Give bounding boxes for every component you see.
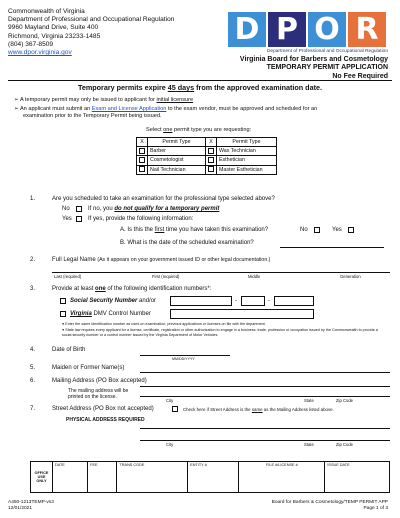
dmv-rest: DMV Control Number xyxy=(91,311,151,317)
full-name-label xyxy=(52,257,270,263)
id-notes xyxy=(62,322,388,337)
permit-checkbox[interactable] xyxy=(206,165,217,174)
q1-a-no-label: No xyxy=(300,227,308,233)
q2-number: 2. xyxy=(30,257,36,263)
full-name-title: Full Legal Name xyxy=(52,257,96,263)
form-title: TEMPORARY PERMIT APPLICATION xyxy=(266,64,388,72)
office-use-table xyxy=(30,461,390,493)
ssn-title: Social Security Number xyxy=(70,298,138,304)
form-heading xyxy=(240,56,388,81)
office-col-license: FILE #/LICENSE # xyxy=(239,462,325,493)
physical-address-required: PHYSICAL ADDRESS REQUIRED xyxy=(66,417,145,423)
bullet-underline: initial licensure xyxy=(156,97,194,103)
expiry-text: from the approved examination date. xyxy=(194,83,322,92)
full-name-field[interactable] xyxy=(52,272,390,273)
id-label-prefix: Provide at least xyxy=(52,286,96,292)
divider xyxy=(8,80,392,81)
first-name-label: First (required) xyxy=(152,274,180,279)
street-city-label: City xyxy=(166,442,174,447)
q1-a-yes-checkbox[interactable] xyxy=(348,227,354,233)
page-number: Page 1 of 3 xyxy=(363,506,388,511)
q1-yes-label: Yes xyxy=(62,216,72,222)
q1-number: 1. xyxy=(30,196,36,202)
bullet-initial-licensure xyxy=(14,97,390,104)
same-text: as the Mailing Address listed above. xyxy=(262,407,334,412)
id-numbers-label xyxy=(52,286,211,292)
bullet-text: An applicant must submit an xyxy=(19,106,92,112)
dmv-field[interactable] xyxy=(170,309,314,319)
permit-checkbox[interactable] xyxy=(137,156,148,165)
street-state-label: State xyxy=(304,442,314,447)
q1-a-rest: time you have taken this examination? xyxy=(164,227,269,233)
office-col-date: DATE xyxy=(53,462,88,493)
middle-name-label: Middle xyxy=(248,274,261,279)
q3-number: 3. xyxy=(30,286,36,292)
agency-address xyxy=(8,8,174,57)
permit-type-prompt xyxy=(146,127,251,134)
ssn-label xyxy=(70,298,156,304)
address-line: Department of Professional and Occupational Regulation xyxy=(8,16,175,24)
q1-a-no-checkbox[interactable] xyxy=(314,227,320,233)
q6-number: 6. xyxy=(30,378,36,384)
same-as-mailing-text xyxy=(183,407,334,412)
fee-note: No Fee Required xyxy=(332,72,388,80)
col-x: X xyxy=(206,138,217,147)
col-x: X xyxy=(137,138,148,147)
permit-type-table xyxy=(136,137,277,175)
q1-no-label: No xyxy=(62,206,70,212)
id-label-one: one xyxy=(95,286,106,292)
logo-letter: R xyxy=(348,12,386,47)
mailing-address-note: The mailing address will be printed on the license. xyxy=(68,388,129,400)
q1-b-question: B. What is the date of the scheduled examination? xyxy=(120,240,254,246)
permit-option: Wax Technician xyxy=(217,147,277,156)
office-col-issue-date: ISSUE DATE xyxy=(325,462,390,493)
maiden-name-field[interactable] xyxy=(140,372,390,373)
q1-no-checkbox[interactable] xyxy=(76,206,82,212)
permit-option: Nail Technician xyxy=(148,165,206,174)
logo-caption: Department of Professional and Occupational Regulation xyxy=(266,49,388,54)
id-note-text: Enter the same identification number as used on examination, previous applications or licenses on file with the department. xyxy=(65,322,266,326)
q1-question: Are you scheduled to take an examination for the professional type selected above? xyxy=(52,196,275,202)
permit-option: Esthetician xyxy=(217,156,277,165)
address-line: Richmond, Virginia 23233-1485 xyxy=(8,32,101,40)
col-permit-type: Permit Type xyxy=(148,138,206,147)
address-line: 9960 Mayland Drive, Suite 400 xyxy=(8,24,99,32)
logo-letter: P xyxy=(268,12,306,47)
q1-a-yes-label: Yes xyxy=(332,227,342,233)
q5-number: 5. xyxy=(30,365,36,371)
address-line: Commonwealth of Virginia xyxy=(8,8,85,15)
ssn-field-1[interactable] xyxy=(170,296,232,306)
street-address-label: Street Address (PO Box not accepted) xyxy=(52,406,154,412)
arrow-bullet-icon: ➢ xyxy=(14,97,19,103)
permit-option: Barber xyxy=(148,147,206,156)
q1-no-emphasis: do not qualify for a temporary permit xyxy=(114,206,220,212)
arrow-bullet-icon: ➢ xyxy=(14,106,19,112)
permit-checkbox[interactable] xyxy=(137,147,148,156)
street-address-field[interactable] xyxy=(140,428,390,429)
logo-letter: O xyxy=(308,12,346,47)
mailing-city-label: City xyxy=(166,398,174,403)
board-name: Virginia Board for Barbers and Cosmetology xyxy=(239,56,388,63)
prompt-text: permit type you are requesting: xyxy=(172,127,252,133)
footer-board: Board for Barbers & Cosmetology/TEMP PERMIT APP xyxy=(271,500,388,505)
prompt-underline: one xyxy=(163,127,173,133)
permit-option: Master Esthetician xyxy=(217,165,277,174)
q1-a-question xyxy=(120,227,268,233)
id-label-suffix: of the following identification numbers*: xyxy=(105,286,212,292)
prompt-text: Select xyxy=(146,127,164,133)
form-date: 12/01/2021 xyxy=(8,506,33,511)
footer-left xyxy=(8,500,54,512)
mailing-city-field[interactable] xyxy=(140,396,390,397)
permit-checkbox[interactable] xyxy=(206,156,217,165)
ssn-and-or: and/or xyxy=(139,298,157,304)
ssn-checkbox[interactable] xyxy=(60,298,66,304)
address-line: (804) 367-8509 xyxy=(8,40,54,48)
dob-label: Date of Birth xyxy=(52,347,86,353)
office-col-fee: FEE xyxy=(88,462,117,493)
q1-yes-checkbox[interactable] xyxy=(76,216,82,222)
ssn-field-2[interactable] xyxy=(241,296,265,306)
office-col-entity: ENTITY # xyxy=(188,462,239,493)
website-link[interactable]: www.dpor.virginia.gov xyxy=(8,49,72,57)
q1-no-prefix: If no, you xyxy=(88,206,115,212)
ssn-field-3[interactable] xyxy=(274,296,314,306)
same-as-mailing-checkbox[interactable] xyxy=(172,406,178,412)
office-col-trans-code: TRANS CODE xyxy=(117,462,188,493)
dob-hint: MM/DD/YYYY xyxy=(172,357,195,361)
bullet-exam-application xyxy=(14,106,390,120)
dmv-label xyxy=(70,311,151,317)
q1-yes-text: If yes, provide the following information: xyxy=(88,216,194,222)
mailing-address-label: Mailing Address (PO Box accepted) xyxy=(52,378,147,384)
permit-checkbox[interactable] xyxy=(206,147,217,156)
q4-number: 4. xyxy=(30,347,36,353)
logo-letter: D xyxy=(228,12,266,47)
street-zip-label: Zip Code xyxy=(336,442,353,447)
id-note-text: State law requires every applicant for a license, certificate, registration or other authorization to engage in a business, trade, profession or occupation issued by the Commonwealth to provide a social security number or a control number issued by the Virginia Department of Motor Vehicles. xyxy=(62,327,378,337)
permit-option: Cosmetologist xyxy=(148,156,206,165)
q1-a-first: first xyxy=(154,227,165,233)
q7-number: 7. xyxy=(30,406,36,412)
generation-label: Generation xyxy=(340,274,361,279)
mailing-zip-label: Zip Code xyxy=(336,398,353,403)
exam-application-link[interactable]: Exam and License Application xyxy=(91,106,167,112)
footer-right xyxy=(272,500,388,512)
dmv-prefix: Virginia xyxy=(70,311,92,317)
full-name-note: (As it appears on your government issued ID or other legal documentation.) xyxy=(97,257,271,263)
same-emphasis: same xyxy=(251,407,263,412)
ssn-dash: - xyxy=(235,298,237,304)
office-use-label: OFFICE USE ONLY xyxy=(31,462,53,493)
permit-checkbox[interactable] xyxy=(137,165,148,174)
same-text: Check here if Street Address is the xyxy=(183,407,252,412)
dob-field[interactable] xyxy=(140,355,230,356)
mailing-state-label: State xyxy=(304,398,314,403)
exam-date-field[interactable] xyxy=(280,247,384,248)
form-number: A450-1213TEMP-vs3 xyxy=(8,500,54,505)
expiry-text: Temporary permits expire xyxy=(78,83,168,92)
expiry-notice xyxy=(0,83,400,92)
bullet-text: A temporary permit may only be issued to applicant for xyxy=(19,97,157,103)
mailing-address-field[interactable] xyxy=(140,386,390,387)
q1-a-prefix: A. Is this the xyxy=(120,227,155,233)
id-note: ● State law requires every applicant for a license, certificate, registration or other authorization to engage in a business, trade, profession or occupation issued by the Commonwealth to provide a social security number or a control number issued by the Virginia Department of Motor Vehicles. xyxy=(62,327,378,337)
dpor-logo xyxy=(228,12,388,54)
id-note: ● Enter the same identification number as used on examination, previous applications or licenses on file with the department. xyxy=(62,322,266,326)
ssn-dash: - xyxy=(268,298,270,304)
maiden-name-label: Maiden or Former Name(s) xyxy=(52,365,125,371)
street-city-field[interactable] xyxy=(140,440,390,441)
expiry-days: 45 days xyxy=(167,83,195,92)
bullet-text: to the exam vendor, must be approved and scheduled for an xyxy=(166,106,318,112)
dmv-checkbox[interactable] xyxy=(60,311,66,317)
q1-no-text xyxy=(88,206,219,212)
bullet-text: examination prior to the Temporary Permit being issued. xyxy=(23,113,162,119)
last-name-label: Last (required) xyxy=(54,274,82,279)
col-permit-type: Permit Type xyxy=(217,138,277,147)
